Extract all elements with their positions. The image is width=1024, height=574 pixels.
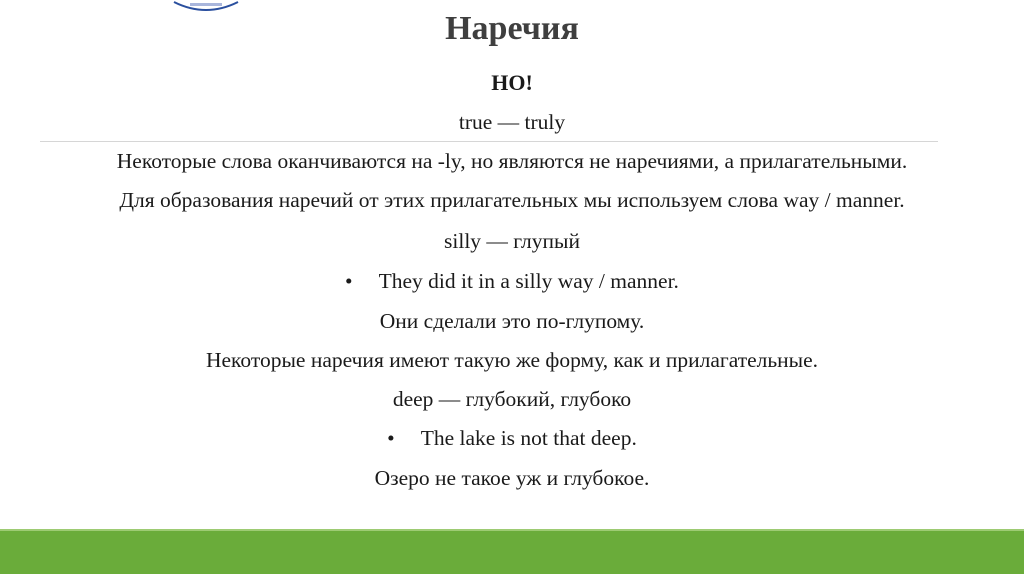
bullet-text-1: They did it in a silly way / manner. [378, 269, 679, 293]
text-line-6: Они сделали это по-глупому. [379, 309, 645, 333]
text-line-7: Некоторые наречия имеют такую же форму, как и прилагательные. [205, 348, 819, 372]
text-line-10: Озеро не такое уж и глубокое. [374, 466, 650, 490]
divider [40, 141, 938, 142]
bullet-text-2: The lake is not that deep. [420, 426, 637, 450]
text-line-4: silly — глупый [444, 229, 580, 253]
bullet-item-1 [0, 269, 1024, 294]
text-line-8: deep — глубокий, глубоко [392, 387, 632, 411]
slide-subtitle: НО! [491, 70, 533, 95]
footer-bar [0, 531, 1024, 574]
text-line-1: true — truly [458, 110, 566, 134]
slide-title: Наречия [445, 10, 579, 47]
text-line-2: Некоторые слова оканчиваются на -ly, но являются не наречиями, а прилагательными. [116, 149, 908, 173]
text-line-3: Для образования наречий от этих прилагательных мы используем слова way / manner. [119, 188, 905, 212]
bullet-icon: • [345, 269, 353, 293]
bullet-item-2 [0, 426, 1024, 451]
bullet-icon: • [387, 426, 395, 450]
